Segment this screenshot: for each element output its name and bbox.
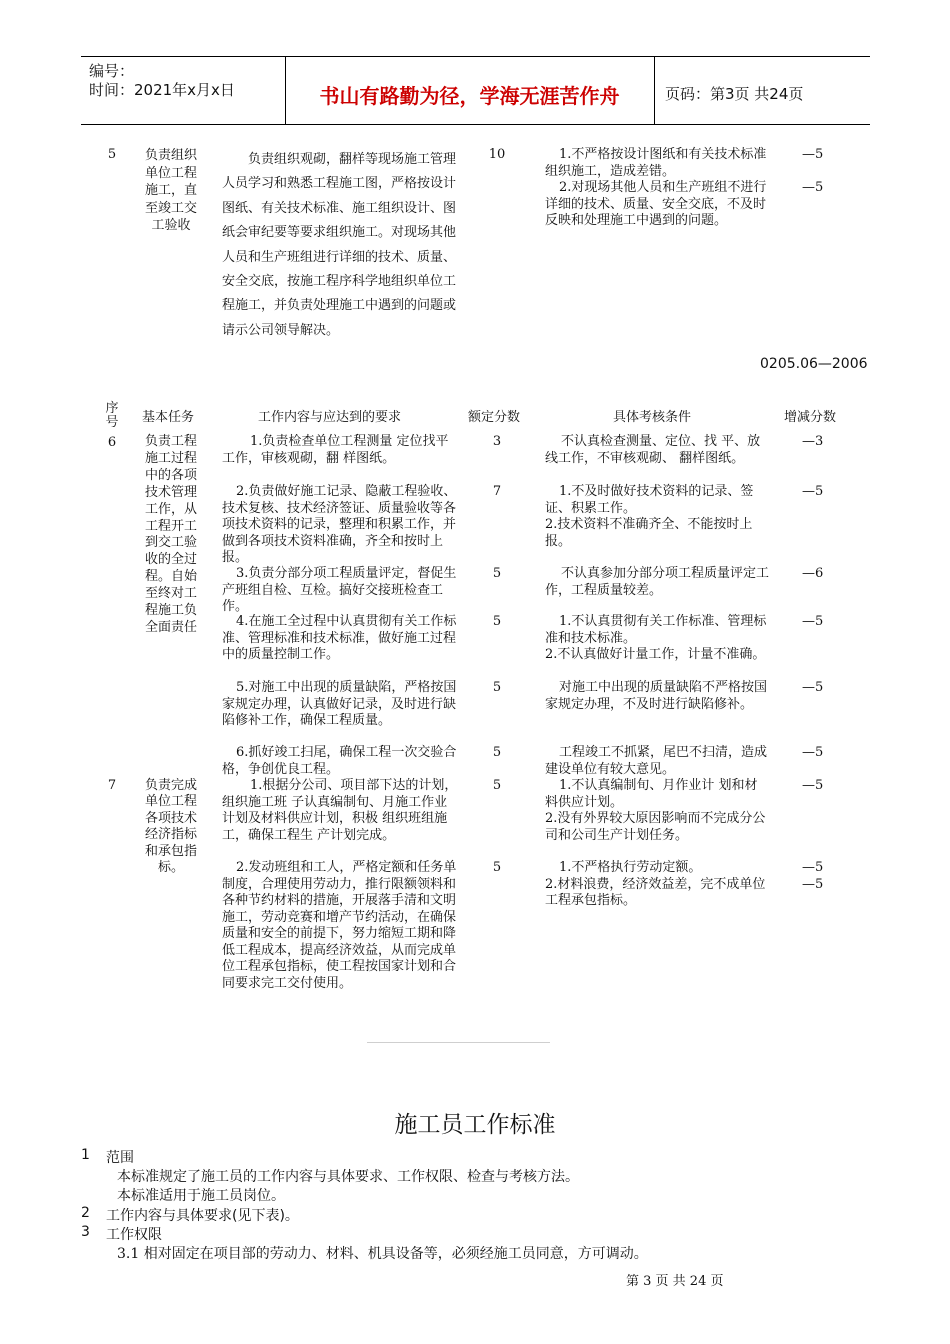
doc-code: 0205.06—2006 [760,356,868,372]
header-divider-right [654,56,655,125]
item-content: 1.负责检查单位工程测量 定位找平工作，审核观砌，翻 样图纸。 [222,434,449,466]
heading-2-number: 2 [81,1205,90,1221]
item-condition: 1.不严格执行劳动定额。 2.材料浪费，经济效益差，完不成单位工程承包指标。 [545,860,766,908]
item-score: 7 [492,484,502,499]
heading-3: 工作权限 [106,1227,162,1243]
row5-score: 10 [488,147,506,162]
header-code-label: 编号： [89,62,135,80]
heading-1-number: 1 [81,1147,90,1163]
item-content: 4.在施工全过程中认真贯彻有关工作标准、管理标准和技术标准，做好施工过程中的质量控制工作。 [222,614,457,662]
row5-condition-1: 1.不严格按设计图纸和有关技术标准组织施工，造成差错。 [545,147,767,179]
row5-task: 负责组织单位工程施工，直至竣工交工验收 [144,148,197,233]
col-header-deduct: 增减分数 [784,410,837,425]
row5-deduct-2: —5 [802,180,824,195]
row7-task: 负责完成单位工程各项技术经济指标和承包指标。 [144,778,197,876]
item-condition: 不认真检查测量、定位、找 平、放线工作，不审核观砌、 翻样图纸。 [545,434,761,466]
col-header-conditions: 具体考核条件 [613,410,692,425]
row7-seq: 7 [107,778,117,793]
header-bottom-line [81,124,870,125]
header-page-label: 页码：第3页 共24页 [665,85,804,103]
row5-deduct-1: —5 [802,147,824,162]
paragraph-1: 本标准规定了施工员的工作内容与具体要求、工作权限、检查与考核方法。 [117,1169,579,1185]
item-content: 6.抓好竣工扫尾，确保工程一次交验合格，争创优良工程。 [222,745,457,777]
item-score: 5 [492,745,502,760]
page-footer: 第 3 页 共 24 页 [626,1274,724,1289]
row5-seq: 5 [107,147,117,162]
item-score: 5 [492,566,502,581]
item-deduct: —5 —5 [802,860,824,892]
header-motto: 书山有路勤为径，学海无涯苦作舟 [319,84,620,108]
heading-3-number: 3 [81,1224,90,1240]
item-content: 2.负责做好施工记录、隐蔽工程验收、技术复核、技术经济签证、质量验收等各项技术资料的记录，整理和积累工作，并做到各项技术资料准确，齐全和按时上报。 [222,484,457,565]
col-header-content: 工作内容与应达到的要求 [258,410,402,425]
item-deduct: —5 [802,778,824,793]
row5-condition-2: 2.对现场其他人员和生产班组不进行详细的技术、质量、安全交底，不及时反映和处理施工中遇到的问题。 [545,180,767,228]
item-condition: 1.不认真贯彻有关工作标准、管理标准和技术标准。 2.不认真做好计量工作，计量不准确。 [545,614,767,662]
heading-1: 范围 [106,1150,134,1166]
item-deduct: —6 [802,566,824,581]
header-time-label: 时间：2021年x月x日 [89,81,235,99]
item-condition: 1.不及时做好技术资料的记录、签证、积累工作。 2.技术资料不准确齐全、不能按时上报。 [545,484,754,549]
col-header-score: 额定分数 [468,410,521,425]
col-header-seq: 序号 [105,401,119,430]
page-separator [367,1042,550,1043]
item-score: 5 [492,680,502,695]
paragraph-2: 本标准适用于施工员岗位。 [117,1188,285,1204]
row6-seq: 6 [107,435,117,450]
row6-task: 负责工程施工过程中的各项技术管理工作，从工程开工到交工验收的全过程。自始至终对工程施工负全面责任 [144,434,197,635]
item-deduct: —5 [802,484,824,499]
item-score: 3 [492,434,502,449]
section-title: 施工员工作标准 [394,1112,556,1138]
item-condition: 不认真参加分部分项工程质量评定工作，工程质量较差。 [545,566,770,598]
item-condition: 对施工中出现的质量缺陷不严格按国家规定办理，不及时进行缺陷修补。 [545,680,768,712]
heading-2: 工作内容与具体要求(见下表)。 [106,1208,299,1224]
col-header-task: 基本任务 [142,410,195,425]
item-deduct: —3 [802,434,824,449]
item-condition: 1.不认真编制旬、月作业计 划和材料供应计划。 2.没有外界较大原因影响而不完成分公司和公司生产计划任务。 [545,778,766,843]
item-deduct: —5 [802,680,824,695]
item-content: 5.对施工中出现的质量缺陷，严格按国家规定办理，认真做好记录，及时进行缺陷修补工作，确保工程质量。 [222,680,457,728]
item-score: 5 [492,860,502,875]
row5-content: 负责组织观砌，翻样等现场施工管理人员学习和熟悉工程施工图，严格按设计图纸、有关技术标准、施工组织设计、图纸会审纪要等要求组织施工。对现场其他人员和生产班组进行详细的技术、质量、安全交底，按施工程序科学地组织单位工程施工，并负责处理施工中遇到的问题或请示公司领导解决。 [222,152,457,338]
item-content: 1.根据分公司、项目部下达的计划，组织施工班 子认真编制旬、月施工作业 计划及材料供应计划，积极 组织班组施工，确保工程生 产计划完成。 [222,778,458,843]
item-condition: 工程竣工不抓紧，尾巴不扫清，造成建设单位有较大意见。 [545,745,768,777]
item-deduct: —5 [802,745,824,760]
item-content: 3.负责分部分项工程质量评定，督促生产班组自检、互检。搞好交接班检查工作。 [222,566,457,614]
item-score: 5 [492,614,502,629]
item-content: 2.发动班组和工人，严格定额和任务单制度，合理使用劳动力，推行限额领料和各种节约材料的措施，开展落手清和文明施工，劳动竞赛和增产节约活动，在确保质量和安全的前提下，努力缩短工期和降低工程成本，提高经济效益，从而完成单位工程承包指标，使工程按国家计划和合同要求完工交付使用。 [222,860,457,991]
paragraph-3: 3.1 相对固定在项目部的劳动力、材料、机具设备等，必须经施工员同意，方可调动。 [117,1246,648,1262]
header-top-line [81,56,870,57]
item-score: 5 [492,778,502,793]
item-deduct: —5 [802,614,824,629]
